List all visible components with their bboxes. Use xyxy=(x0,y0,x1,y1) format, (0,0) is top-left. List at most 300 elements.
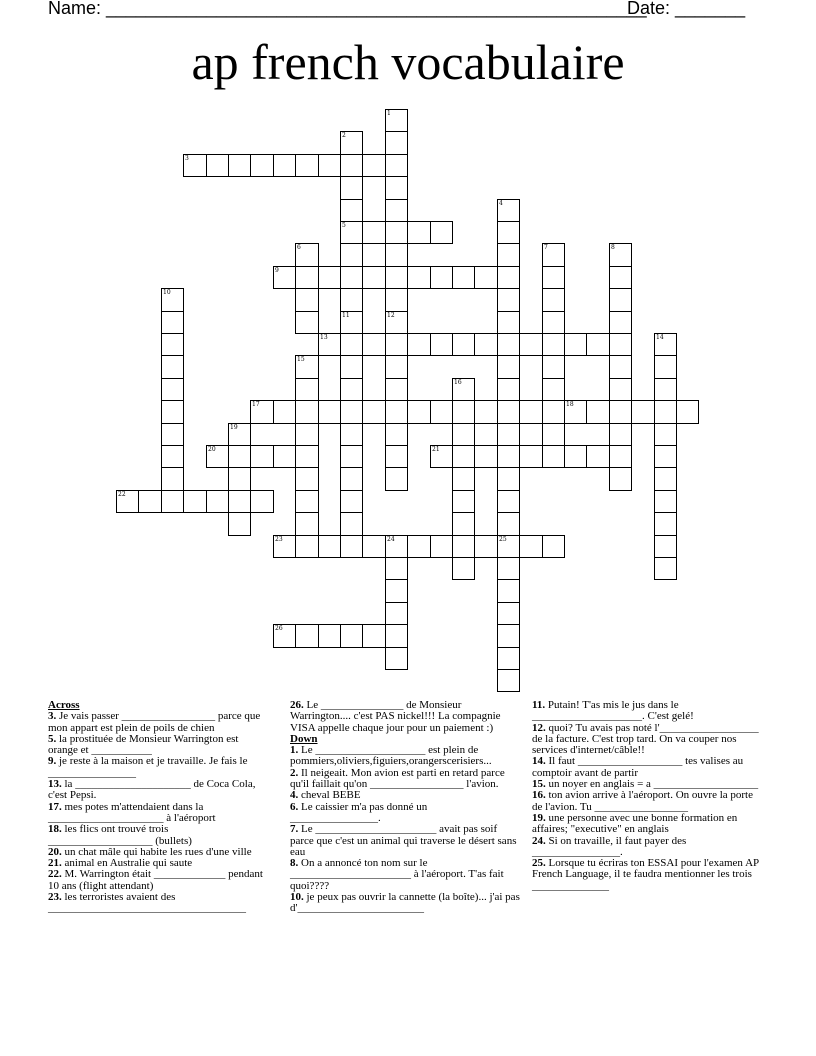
grid-cell[interactable] xyxy=(340,624,363,648)
clues-column-1 xyxy=(48,700,270,915)
clue-text: je peux pas ouvrir la cannette (la boîte)... j'ai pas d'_______________________ xyxy=(290,891,520,915)
grid-cell[interactable] xyxy=(362,535,386,558)
grid-cell[interactable] xyxy=(340,333,363,356)
clue-item xyxy=(48,711,270,734)
grid-cell[interactable] xyxy=(542,266,565,289)
page-title: ap french vocabulaire xyxy=(191,34,625,90)
grid-cell[interactable] xyxy=(273,624,296,648)
grid-cell[interactable] xyxy=(250,490,274,513)
grid-cell[interactable] xyxy=(452,557,475,580)
grid-cell[interactable] xyxy=(183,154,207,177)
grid-cell[interactable] xyxy=(497,602,520,625)
grid-cell[interactable] xyxy=(273,400,296,424)
grid-cell[interactable] xyxy=(295,535,319,558)
grid-cell[interactable] xyxy=(295,355,319,379)
grid-cell[interactable] xyxy=(295,378,319,401)
grid-cell[interactable] xyxy=(228,467,251,491)
grid-cell[interactable] xyxy=(206,490,229,513)
grid-cell[interactable] xyxy=(430,333,453,356)
grid-cell[interactable] xyxy=(340,176,363,200)
grid-cell[interactable] xyxy=(385,579,408,603)
grid-cell[interactable] xyxy=(586,333,610,356)
grid-cell[interactable] xyxy=(385,311,408,334)
grid-cell[interactable] xyxy=(340,199,363,222)
clue-number: 2 xyxy=(342,132,346,139)
grid-cell[interactable] xyxy=(362,221,386,244)
grid-cell[interactable] xyxy=(385,400,408,424)
clue-number-label: 24. xyxy=(532,834,546,847)
clue-number-label: 17. xyxy=(48,800,62,813)
clue-number: 12 xyxy=(387,312,395,319)
grid-cell[interactable] xyxy=(340,288,363,312)
grid-cell[interactable] xyxy=(340,467,363,491)
clue-item xyxy=(48,756,270,779)
grid-cell[interactable] xyxy=(497,535,520,558)
grid-cell[interactable] xyxy=(362,624,386,648)
clue-number: 7 xyxy=(544,244,548,251)
grid-cell[interactable] xyxy=(385,378,408,401)
grid-cell[interactable] xyxy=(586,400,610,424)
clue-item xyxy=(532,700,760,723)
clue-item xyxy=(48,892,270,915)
grid-cell[interactable] xyxy=(542,355,565,379)
grid-cell[interactable] xyxy=(161,467,184,491)
grid-cell[interactable] xyxy=(497,378,520,401)
clue-number-label: 14. xyxy=(532,755,546,768)
grid-cell[interactable] xyxy=(430,445,453,468)
grid-cell[interactable] xyxy=(542,288,565,312)
grid-cell[interactable] xyxy=(609,288,632,312)
grid-cell[interactable] xyxy=(609,333,632,356)
grid-cell[interactable] xyxy=(295,311,319,334)
grid-cell[interactable] xyxy=(116,490,139,513)
clue-text: Il neigeait. Mon avion est parti en retard parce qu'il faillait qu'on _________________ l'avion. xyxy=(290,766,505,791)
grid-cell[interactable] xyxy=(385,109,408,132)
grid-cell[interactable] xyxy=(385,467,408,491)
grid-cell[interactable] xyxy=(564,445,587,468)
grid-cell[interactable] xyxy=(452,490,475,513)
clues-column-2 xyxy=(290,700,520,915)
grid-cell[interactable] xyxy=(228,490,251,513)
grid-cell[interactable] xyxy=(452,535,475,558)
grid-cell[interactable] xyxy=(161,288,184,312)
clue-number: 10 xyxy=(163,289,171,296)
grid-cell[interactable] xyxy=(385,199,408,222)
clue-item xyxy=(290,824,520,858)
clue-number: 14 xyxy=(656,334,664,341)
grid-cell[interactable] xyxy=(609,400,632,424)
clue-text: les terroristes avaient des ____________________________________ xyxy=(48,891,246,915)
clue-number: 20 xyxy=(208,446,216,453)
grid-cell[interactable] xyxy=(542,535,565,558)
grid-cell[interactable] xyxy=(519,535,543,558)
grid-cell[interactable] xyxy=(295,243,319,267)
grid-cell[interactable] xyxy=(318,266,341,289)
grid-cell[interactable] xyxy=(452,333,475,356)
clue-number-label: 4. xyxy=(290,789,299,802)
grid-cell[interactable] xyxy=(586,445,610,468)
grid-cell[interactable] xyxy=(385,624,408,648)
grid-cell[interactable] xyxy=(407,400,431,424)
grid-cell[interactable] xyxy=(318,624,341,648)
grid-cell[interactable] xyxy=(340,266,363,289)
grid-cell[interactable] xyxy=(497,199,520,222)
clue-number: 6 xyxy=(297,244,301,251)
grid-cell[interactable] xyxy=(497,669,520,692)
clue-item xyxy=(532,723,760,757)
grid-cell[interactable] xyxy=(654,535,677,558)
grid-cell[interactable] xyxy=(497,423,520,446)
grid-cell[interactable] xyxy=(295,266,319,289)
clue-text: un noyer en anglais = a ___________________ xyxy=(548,778,759,791)
grid-cell[interactable] xyxy=(654,400,677,424)
clue-item xyxy=(532,858,760,892)
clue-text: Le _______________ de Monsieur Warrington.... c'est PAS nickel!!! La compagnie VISA appelle chaque jour pour un paiement :) xyxy=(290,699,501,734)
clue-item xyxy=(532,836,760,859)
clue-text: Le ______________________ avait pas soif parce que c'est un animal qui traverse le désert sans eau xyxy=(290,823,517,858)
grid-cell[interactable] xyxy=(385,221,408,244)
grid-cell[interactable] xyxy=(497,445,520,468)
grid-cell[interactable] xyxy=(385,266,408,289)
grid-cell[interactable] xyxy=(497,512,520,536)
grid-cell[interactable] xyxy=(474,266,498,289)
grid-cell[interactable] xyxy=(340,311,363,334)
clue-number-label: 10. xyxy=(290,891,304,904)
grid-cell[interactable] xyxy=(497,647,520,670)
grid-cell[interactable] xyxy=(340,512,363,536)
grid-cell[interactable] xyxy=(340,243,363,267)
clue-number-label: 8. xyxy=(290,857,299,870)
across-heading: Across xyxy=(48,699,80,711)
grid-cell[interactable] xyxy=(385,333,408,356)
grid-cell[interactable] xyxy=(631,400,655,424)
grid-cell[interactable] xyxy=(206,154,229,177)
grid-cell[interactable] xyxy=(452,445,475,468)
name-field-label: Name: ______________________________________________________ xyxy=(48,0,647,18)
clue-number-label: 18. xyxy=(48,823,62,836)
grid-cell[interactable] xyxy=(474,333,498,356)
clue-item xyxy=(48,869,270,892)
grid-cell[interactable] xyxy=(340,131,363,155)
grid-cell[interactable] xyxy=(609,355,632,379)
grid-cell[interactable] xyxy=(295,467,319,491)
grid-cell[interactable] xyxy=(497,467,520,491)
clue-number-label: 1. xyxy=(290,744,299,757)
clue-text: Le ____________________ est plein de pommiers,oliviers,figuiers,orangerscerisiers... xyxy=(290,744,492,768)
grid-cell[interactable] xyxy=(609,423,632,446)
clue-number: 8 xyxy=(611,244,615,251)
grid-cell[interactable] xyxy=(609,445,632,468)
grid-cell[interactable] xyxy=(519,445,543,468)
grid-cell[interactable] xyxy=(295,624,319,648)
grid-cell[interactable] xyxy=(497,557,520,580)
grid-cell[interactable] xyxy=(340,445,363,468)
grid-cell[interactable] xyxy=(385,131,408,155)
clue-number: 26 xyxy=(275,625,283,632)
grid-cell[interactable] xyxy=(318,535,341,558)
clue-number-label: 13. xyxy=(48,778,62,791)
clue-item xyxy=(48,824,270,847)
grid-cell[interactable] xyxy=(318,400,341,424)
grid-cell[interactable] xyxy=(295,512,319,536)
clue-number-label: 20. xyxy=(48,845,62,858)
grid-cell[interactable] xyxy=(497,288,520,312)
grid-cell[interactable] xyxy=(385,154,408,177)
clue-text: Il faut ___________________ tes valises au comptoir avant de partir xyxy=(532,755,744,779)
clue-number-label: 21. xyxy=(48,857,62,870)
grid-cell[interactable] xyxy=(318,154,341,177)
grid-cell[interactable] xyxy=(542,400,565,424)
clue-number-label: 15. xyxy=(532,778,546,791)
grid-cell[interactable] xyxy=(452,400,475,424)
clue-number: 1 xyxy=(387,110,391,117)
clue-number-label: 23. xyxy=(48,891,62,904)
clue-number: 16 xyxy=(454,379,462,386)
grid-cell[interactable] xyxy=(519,400,543,424)
clue-item xyxy=(290,892,520,915)
grid-cell[interactable] xyxy=(474,445,498,468)
clue-number: 19 xyxy=(230,424,238,431)
clue-number-label: 3. xyxy=(48,710,57,723)
grid-cell[interactable] xyxy=(497,221,520,244)
clue-number-label: 7. xyxy=(290,823,299,836)
grid-cell[interactable] xyxy=(362,333,386,356)
grid-cell[interactable] xyxy=(183,490,207,513)
grid-cell[interactable] xyxy=(609,311,632,334)
grid-cell[interactable] xyxy=(430,400,453,424)
grid-cell[interactable] xyxy=(385,647,408,670)
grid-cell[interactable] xyxy=(340,221,363,244)
grid-cell[interactable] xyxy=(250,400,274,424)
grid-cell[interactable] xyxy=(250,445,274,468)
grid-cell[interactable] xyxy=(340,423,363,446)
grid-cell[interactable] xyxy=(362,400,386,424)
grid-cell[interactable] xyxy=(609,467,632,491)
clue-item xyxy=(290,700,520,734)
grid-cell[interactable] xyxy=(340,378,363,401)
grid-cell[interactable] xyxy=(273,266,296,289)
grid-cell[interactable] xyxy=(654,355,677,379)
clue-number-label: 19. xyxy=(532,811,546,824)
grid-cell[interactable] xyxy=(564,333,587,356)
grid-cell[interactable] xyxy=(138,490,162,513)
grid-cell[interactable] xyxy=(161,333,184,356)
clue-number-label: 16. xyxy=(532,789,546,802)
grid-cell[interactable] xyxy=(497,624,520,648)
clue-text: un chat mâle qui habite les rues d'une ville xyxy=(64,845,252,858)
clue-item xyxy=(532,790,760,813)
grid-cell[interactable] xyxy=(542,311,565,334)
clue-number-label: 26. xyxy=(290,699,304,711)
grid-cell[interactable] xyxy=(452,512,475,536)
clue-number: 21 xyxy=(432,446,440,453)
grid-cell[interactable] xyxy=(362,154,386,177)
grid-cell[interactable] xyxy=(385,557,408,580)
grid-cell[interactable] xyxy=(654,378,677,401)
grid-cell[interactable] xyxy=(228,445,251,468)
clue-number-label: 22. xyxy=(48,868,62,881)
grid-cell[interactable] xyxy=(497,355,520,379)
grid-cell[interactable] xyxy=(542,378,565,401)
clues-column-3 xyxy=(532,700,760,892)
grid-cell[interactable] xyxy=(161,490,184,513)
grid-cell[interactable] xyxy=(497,266,520,289)
clue-text: animal en Australie qui saute xyxy=(64,857,193,870)
grid-cell[interactable] xyxy=(654,557,677,580)
grid-cell[interactable] xyxy=(497,579,520,603)
clue-text: Lorsque tu écriras ton ESSAI pour l'examen AP French Language, il te faudra mentionner les trois ______________ xyxy=(532,857,759,892)
clue-text: mes potes m'attendaient dans la _____________________ à l'aéroport xyxy=(48,800,216,824)
grid-cell[interactable] xyxy=(654,423,677,446)
grid-cell[interactable] xyxy=(452,266,475,289)
grid-cell[interactable] xyxy=(385,243,408,267)
grid-cell[interactable] xyxy=(340,535,363,558)
grid-cell[interactable] xyxy=(452,378,475,401)
clue-text: On a annoncé ton nom sur le ______________________ à l'aéroport. T'as fait quoi???? xyxy=(290,857,504,892)
clue-number: 5 xyxy=(342,222,346,229)
grid-cell[interactable] xyxy=(161,355,184,379)
grid-cell[interactable] xyxy=(542,333,565,356)
grid-cell[interactable] xyxy=(295,400,319,424)
grid-cell[interactable] xyxy=(362,266,386,289)
grid-cell[interactable] xyxy=(295,445,319,468)
grid-cell[interactable] xyxy=(452,467,475,491)
grid-cell[interactable] xyxy=(161,378,184,401)
clue-text: cheval BEBE xyxy=(301,789,361,802)
grid-cell[interactable] xyxy=(273,535,296,558)
clue-text: la _____________________ de Coca Cola, c'est Pepsi. xyxy=(48,778,256,802)
grid-cell[interactable] xyxy=(474,535,498,558)
grid-cell[interactable] xyxy=(161,423,184,446)
grid-cell[interactable] xyxy=(295,490,319,513)
clue-number: 3 xyxy=(185,155,189,162)
clue-item xyxy=(532,756,760,779)
grid-cell[interactable] xyxy=(497,311,520,334)
clue-text: ton avion arrive à l'aéroport. On ouvre la porte de l'avion. Tu _________________ xyxy=(532,789,753,813)
clue-item xyxy=(290,802,520,825)
clue-number: 18 xyxy=(566,401,574,408)
clue-number-label: 25. xyxy=(532,857,546,870)
grid-cell[interactable] xyxy=(161,311,184,334)
grid-cell[interactable] xyxy=(385,535,408,558)
clue-text: les flics ont trouvé trois ___________________ (bullets) xyxy=(48,823,192,847)
grid-cell[interactable] xyxy=(161,445,184,468)
grid-cell[interactable] xyxy=(609,243,632,267)
grid-cell[interactable] xyxy=(407,266,431,289)
clue-number-label: 12. xyxy=(532,721,546,734)
clue-text: la prostituée de Monsieur Warrington est orange et ___________ xyxy=(48,732,239,757)
grid-cell[interactable] xyxy=(340,355,363,379)
clue-number: 17 xyxy=(252,401,260,408)
clue-number: 4 xyxy=(499,200,503,207)
grid-cell[interactable] xyxy=(452,423,475,446)
grid-cell[interactable] xyxy=(654,467,677,491)
grid-cell[interactable] xyxy=(206,445,229,468)
clue-number-label: 11. xyxy=(532,699,546,711)
grid-cell[interactable] xyxy=(430,221,453,244)
clue-text: M. Warrington était _____________ pendant 10 ans (flight attendant) xyxy=(48,868,263,892)
clue-number: 24 xyxy=(387,536,395,543)
grid-cell[interactable] xyxy=(654,490,677,513)
clue-number: 15 xyxy=(297,356,305,363)
clue-item xyxy=(48,779,270,802)
grid-cell[interactable] xyxy=(385,288,408,312)
clue-item xyxy=(290,858,520,892)
grid-cell[interactable] xyxy=(654,512,677,536)
grid-cell[interactable] xyxy=(273,154,296,177)
clue-text: je reste à la maison et je travaille. Je fais le ________________ xyxy=(48,755,248,779)
grid-cell[interactable] xyxy=(295,154,319,177)
clue-number: 23 xyxy=(275,536,283,543)
grid-cell[interactable] xyxy=(295,423,319,446)
grid-cell[interactable] xyxy=(430,266,453,289)
clue-number-label: 2. xyxy=(290,766,299,779)
grid-cell[interactable] xyxy=(407,333,431,356)
grid-cell[interactable] xyxy=(407,221,431,244)
date-field-label: Date: _______ xyxy=(627,0,746,18)
clue-number-label: 5. xyxy=(48,732,57,745)
grid-cell[interactable] xyxy=(542,243,565,267)
grid-cell[interactable] xyxy=(474,400,498,424)
grid-cell[interactable] xyxy=(318,333,341,356)
grid-cell[interactable] xyxy=(340,400,363,424)
clue-number-label: 6. xyxy=(290,800,299,813)
grid-cell[interactable] xyxy=(497,333,520,356)
grid-cell[interactable] xyxy=(609,378,632,401)
grid-cell[interactable] xyxy=(228,512,251,536)
clue-number-label: 9. xyxy=(48,755,57,768)
clue-text: Le caissier m'a pas donné un ________________. xyxy=(290,800,428,824)
down-heading: Down xyxy=(290,732,318,745)
grid-cell[interactable] xyxy=(497,490,520,513)
grid-cell[interactable] xyxy=(407,535,431,558)
grid-cell[interactable] xyxy=(676,400,699,424)
clue-number: 22 xyxy=(118,491,126,498)
grid-cell[interactable] xyxy=(385,176,408,200)
grid-cell[interactable] xyxy=(542,445,565,468)
grid-cell[interactable] xyxy=(542,423,565,446)
clue-item xyxy=(290,768,520,791)
grid-cell[interactable] xyxy=(228,154,251,177)
grid-cell[interactable] xyxy=(609,266,632,289)
clue-item xyxy=(532,813,760,836)
grid-cell[interactable] xyxy=(273,445,296,468)
grid-cell[interactable] xyxy=(385,602,408,625)
grid-cell[interactable] xyxy=(340,154,363,177)
grid-cell[interactable] xyxy=(250,154,274,177)
grid-cell[interactable] xyxy=(385,423,408,446)
grid-cell[interactable] xyxy=(497,243,520,267)
clue-text: une personne avec une bonne formation en affaires; "executive" en anglais xyxy=(532,811,738,836)
grid-cell[interactable] xyxy=(385,355,408,379)
clue-text: Putain! T'as mis le jus dans le ____________________. C'est gelé! xyxy=(532,699,694,723)
grid-cell[interactable] xyxy=(385,445,408,468)
clue-number: 9 xyxy=(275,267,279,274)
grid-cell[interactable] xyxy=(497,400,520,424)
grid-cell[interactable] xyxy=(161,400,184,424)
grid-cell[interactable] xyxy=(430,535,453,558)
clue-item xyxy=(48,734,270,757)
grid-cell[interactable] xyxy=(228,423,251,446)
grid-cell[interactable] xyxy=(654,333,677,356)
grid-cell[interactable] xyxy=(519,333,543,356)
clue-number: 25 xyxy=(499,536,507,543)
clue-text: Je vais passer _________________ parce que mon appart est plein de poils de chien xyxy=(48,710,261,734)
grid-cell[interactable] xyxy=(654,445,677,468)
grid-cell[interactable] xyxy=(564,400,587,424)
grid-cell[interactable] xyxy=(295,288,319,312)
grid-cell[interactable] xyxy=(340,490,363,513)
